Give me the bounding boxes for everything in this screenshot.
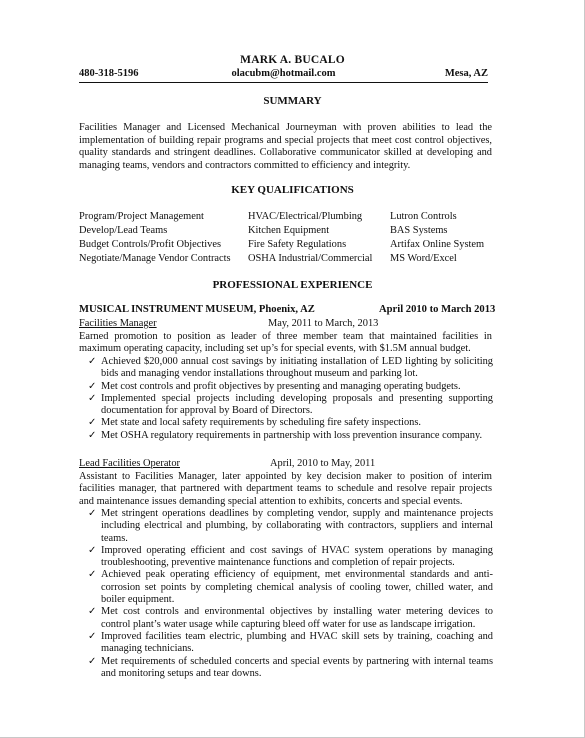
list-item [79, 631, 493, 656]
candidate-name: MARK A. BUCALO [240, 54, 345, 66]
qualification-item: MS Word/Excel [390, 253, 457, 264]
list-item [79, 545, 493, 570]
bullet-text: Met state and local safety requirements by scheduling fire safety inspections. [101, 417, 421, 429]
list-item [79, 356, 493, 381]
qualification-item: BAS Systems [390, 225, 448, 236]
bullet-text: Met stringent operations deadlines by completing vendor, supply and maintenance projects including electrical and plumbing, by collaborating with contractors, suppliers and internal teams. [101, 508, 493, 544]
qualification-item: Negotiate/Manage Vendor Contracts [79, 253, 231, 264]
checkmark-icon: ✓ [88, 429, 97, 441]
summary-heading: SUMMARY [263, 95, 322, 107]
bullet-text: Achieved peak operating efficiency of equipment, met environmental standards and anti-corrosion set points by completing chemical analysis of cooling tower, chilled water, and boiler equipment. [101, 569, 493, 606]
role-dates: April, 2010 to May, 2011 [270, 458, 376, 469]
role-bullet-list [79, 356, 493, 442]
phone-number: 480-318-5196 [79, 68, 139, 79]
checkmark-icon: ✓ [88, 606, 97, 618]
list-item [79, 393, 493, 418]
experience-heading: PROFESSIONAL EXPERIENCE [212, 279, 373, 291]
employer-dates: April 2010 to March 2013 [379, 304, 496, 315]
qualification-item: Program/Project Management [79, 211, 204, 222]
qualification-item: Fire Safety Regulations [248, 239, 347, 250]
list-item [79, 381, 493, 393]
role-title: Facilities Manager [79, 318, 157, 329]
checkmark-icon: ✓ [88, 508, 97, 519]
summary-text: Facilities Manager and Licensed Mechanical Journeyman with proven abilities to lead the implementation of building repair programs and special projects that meet cost control objectives, quality standards and stringent deadlines. Collaborative communicator skilled at developing and managing teams, vendors and contractors committed to efficiency and integrity. [79, 122, 492, 172]
list-item [79, 606, 493, 631]
qualification-item: Lutron Controls [390, 211, 457, 222]
bullet-text: Met requirements of scheduled concerts and special events by partnering with internal teams and monitoring setups and tear downs. [101, 655, 493, 679]
qualification-item: Artifax Online System [390, 239, 485, 250]
qualification-item: OSHA Industrial/Commercial [248, 253, 373, 264]
list-item [79, 508, 493, 545]
qualification-item: HVAC/Electrical/Plumbing [248, 211, 363, 222]
qualification-item: Budget Controls/Profit Objectives [79, 239, 221, 250]
list-item [79, 417, 493, 429]
checkmark-icon: ✓ [88, 569, 97, 581]
role-dates: May, 2011 to March, 2013 [268, 318, 379, 329]
email-address: olacubm@hotmail.com [231, 68, 336, 79]
checkmark-icon: ✓ [88, 544, 97, 556]
qualifications-heading: KEY QUALIFICATIONS [231, 184, 354, 196]
bullet-text: Met OSHA regulatory requirements in partnership with loss prevention insurance company. [101, 429, 483, 441]
role-bullet-list [79, 508, 493, 680]
role-title: Lead Facilities Operator [79, 458, 180, 469]
bullet-text: Improved facilities team electric, plumbing and HVAC skill sets by training, coaching and managing technicians. [101, 630, 493, 655]
checkmark-icon: ✓ [88, 380, 97, 392]
bullet-text: Met cost controls and environmental objectives by installing water metering devices to control plant’s water usage while capturing bleed off water for use as landscape irrigation. [101, 606, 493, 630]
checkmark-icon: ✓ [88, 630, 97, 642]
bullet-text: Implemented special projects including developing proposals and presenting supporting documentation for approval by Board of Directors. [101, 392, 493, 417]
location: Mesa, AZ [444, 68, 488, 79]
qualification-item: Kitchen Equipment [248, 225, 330, 236]
bullet-text: Improved operating efficient and cost savings of HVAC system operations by managing troubleshooting, preventive maintenance functions and completion of repair projects. [101, 544, 493, 569]
bullet-text: Met cost controls and profit objectives by presenting and managing operating budgets. [101, 380, 461, 392]
role-intro: Assistant to Facilities Manager, later appointed by key decision maker to position of interim facilities manager, that partnered with department teams to schedule and resolve repair projects and maintenance issues demanding special attention to exhibits, concerts and special events. [79, 471, 492, 507]
checkmark-icon: ✓ [88, 392, 97, 404]
list-item [79, 569, 493, 606]
list-item [79, 430, 493, 442]
checkmark-icon: ✓ [88, 417, 97, 429]
role-intro: Earned promotion to position as leader of three member team that maintained facilities in maximum operating capacity, including set up’s for special events, with $1.5M annual budget. [79, 331, 492, 355]
employer-name: MUSICAL INSTRUMENT MUSEUM, Phoenix, AZ [79, 304, 315, 315]
checkmark-icon: ✓ [88, 655, 97, 667]
list-item [79, 656, 493, 681]
contact-line [79, 68, 488, 83]
checkmark-icon: ✓ [88, 356, 97, 367]
qualification-item: Develop/Lead Teams [79, 225, 168, 236]
bullet-text: Achieved $20,000 annual cost savings by initiating installation of LED lighting by soliciting bids and managing vendor installations throughout museum and parking lot. [101, 356, 493, 380]
